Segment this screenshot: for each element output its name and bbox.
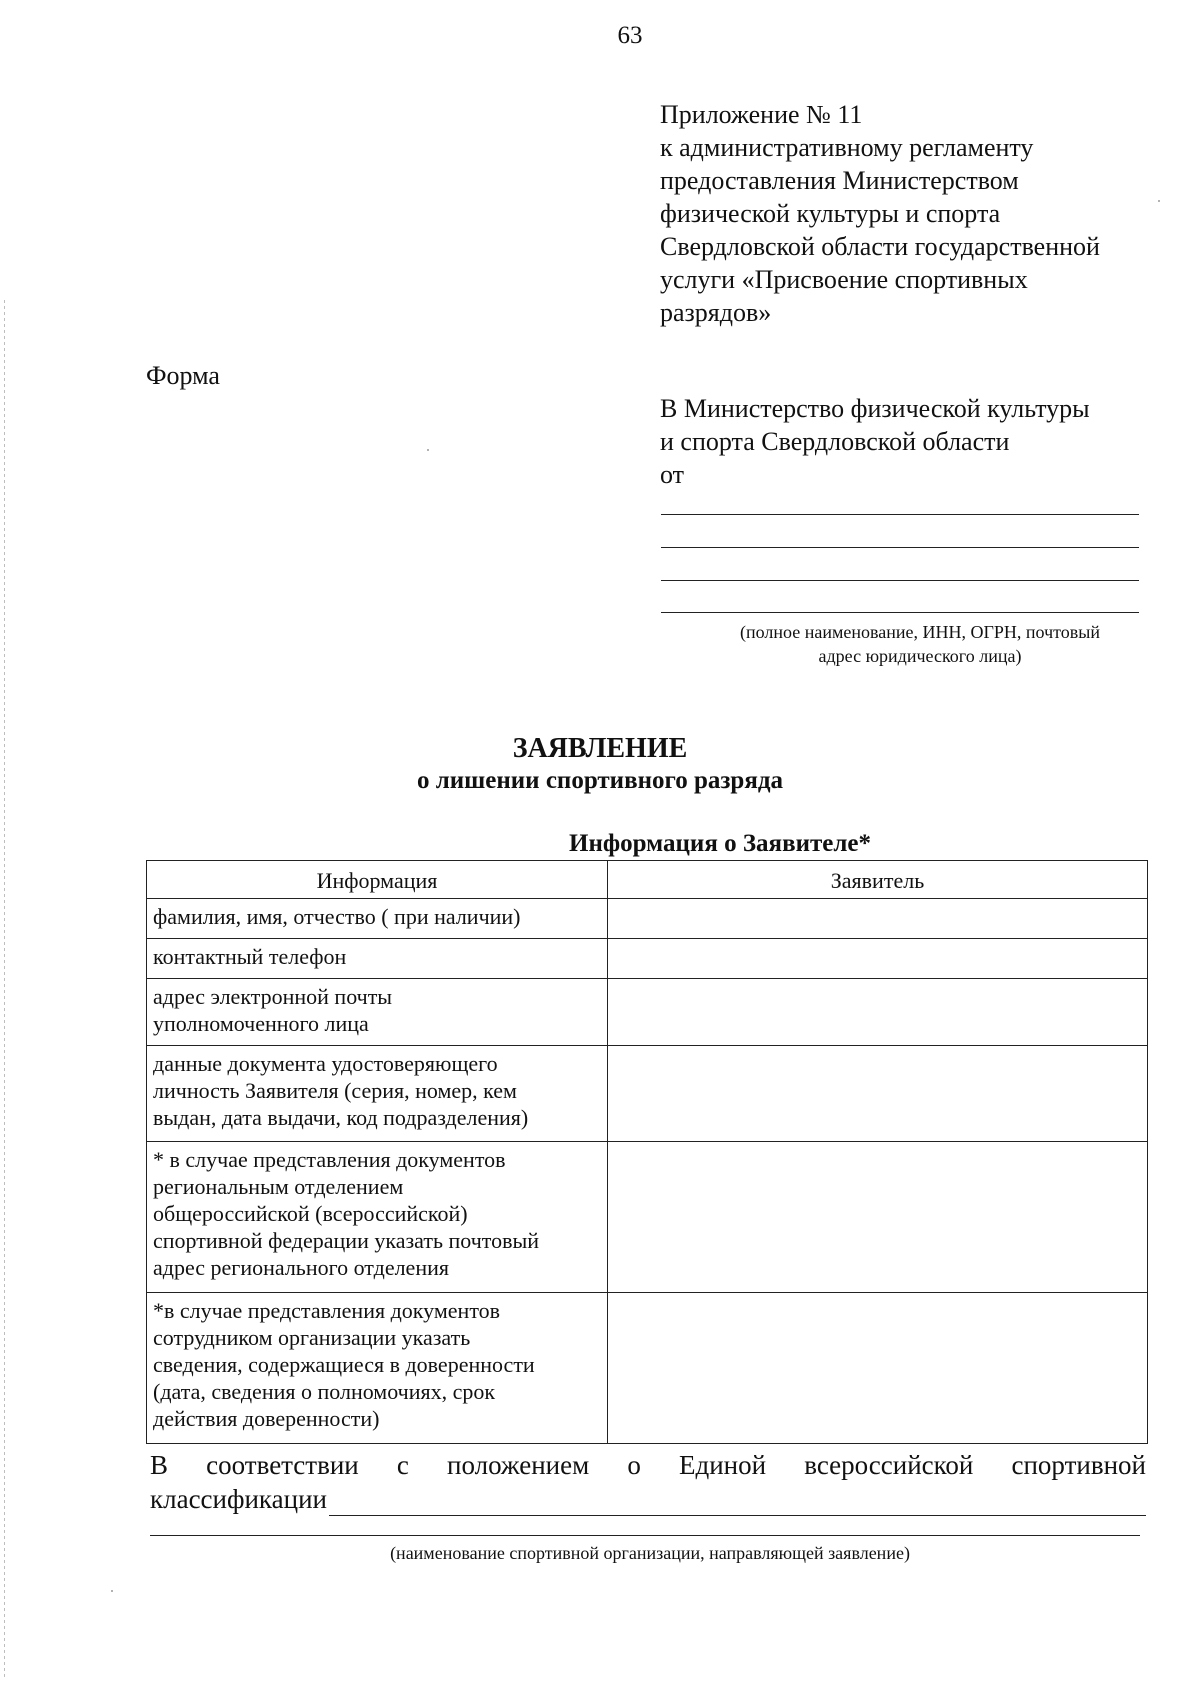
statement-word: соответствии [206,1450,359,1480]
statement-paragraph [150,1448,1146,1516]
appendix-block [660,98,1180,329]
document-subtitle: о лишении спортивного разряда [416,767,783,794]
appendix-line: к административному регламенту [660,133,1034,162]
statement-word: всероссийской [804,1450,974,1480]
scan-speck [1158,200,1160,202]
statement-word: положением [447,1450,590,1480]
statement-word: классификации [150,1484,327,1514]
appendix-line: предоставления Министерством [660,166,1019,195]
table-row [147,939,1148,979]
statement-word: В [150,1450,169,1480]
table-row [147,1142,1148,1293]
table-row [147,1046,1148,1142]
classification-fill-line[interactable] [329,1489,1146,1516]
row-value-cell[interactable] [608,899,1148,939]
row-label: контактный телефон [147,939,608,979]
row-value-cell[interactable] [608,1046,1148,1142]
table-heading: Информация о Заявителе* [569,830,871,857]
appendix-line: Приложение № 11 [660,100,863,129]
organization-caption: (наименование спортивной организации, направляющей заявление) [390,1543,910,1563]
appendix-line: Свердловской области государственной [660,232,1100,261]
appendix-line: физической культуры и спорта [660,199,1001,228]
addressee-caption-line: адрес юридического лица) [818,646,1022,666]
statement-line [150,1448,1146,1482]
row-label: фамилия, имя, отчество ( при наличии) [147,899,608,939]
row-label: адрес электронной почты уполномоченного лица [147,979,608,1046]
row-value-cell[interactable] [608,1142,1148,1293]
row-value-cell[interactable] [608,939,1148,979]
document-title: ЗАЯВЛЕНИЕ [512,733,688,764]
table-row [147,979,1148,1046]
addressee-block [660,392,1140,491]
row-value-cell[interactable] [608,1293,1148,1444]
organization-fill-line[interactable] [150,1535,1140,1536]
statement-word: о [627,1450,641,1480]
row-label: данные документа удостоверяющего личность Заявителя (серия, номер, кем выдан, дата выдачи, код подразделения) [147,1046,608,1142]
appendix-line: услуги «Присвоение спортивных [660,265,1028,294]
addressee-line: и спорта Свердловской области [660,427,1010,456]
applicant-fill-line[interactable] [661,580,1139,581]
scan-speck [111,1590,113,1592]
addressee-from-label: от [660,460,685,489]
applicant-info-table [146,860,1148,1444]
table-row [147,1293,1148,1444]
row-value-cell[interactable] [608,979,1148,1046]
scan-page-edge [4,300,5,1680]
page-number: 63 [617,22,643,49]
form-label: Форма [146,361,220,390]
applicant-fill-line[interactable] [661,547,1139,548]
addressee-caption [660,620,1140,668]
statement-line [150,1482,1146,1516]
statement-word: спортивной [1011,1450,1146,1480]
statement-word: с [396,1450,409,1480]
column-header-applicant: Заявитель [608,861,1148,899]
table-row [147,899,1148,939]
appendix-line: разрядов» [660,298,772,327]
applicant-fill-line[interactable] [661,612,1139,613]
row-label: *в случае представления документов сотрудником организации указать сведения, содержащиеся в доверенности (дата, сведения о полномочиях, срок действия доверенности) [147,1293,608,1444]
table-header-row [147,861,1148,899]
column-header-information: Информация [147,861,608,899]
scan-speck [427,449,429,451]
statement-word: Единой [679,1450,767,1480]
addressee-line: В Министерство физической культуры [660,394,1090,423]
addressee-caption-line: (полное наименование, ИНН, ОГРН, почтовый [740,622,1100,642]
row-label: * в случае представления документов региональным отделением общероссийской (всероссийской) спортивной федерации указать почтовый адрес регионального отделения [147,1142,608,1293]
applicant-fill-line[interactable] [661,514,1139,515]
